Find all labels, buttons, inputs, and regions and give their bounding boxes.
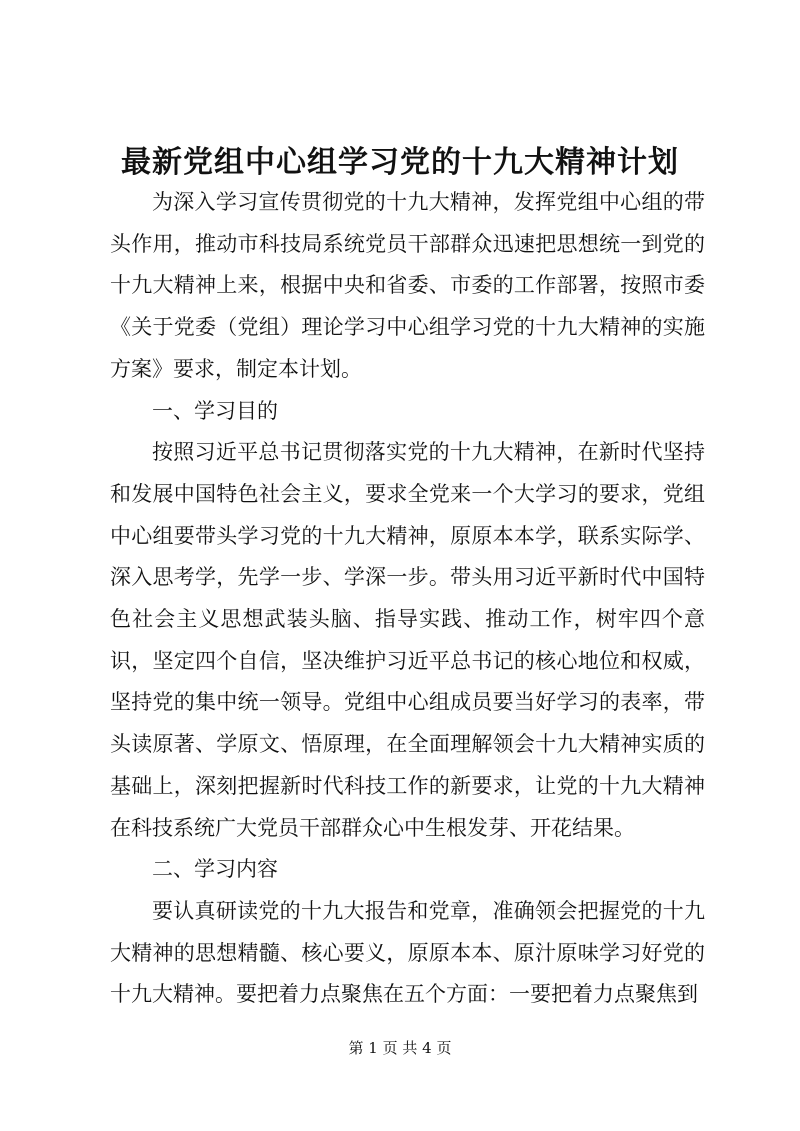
content-paragraph: 要认真研读党的十九大报告和党章，准确领会把握党的十九大精神的思想精髓、核心要义，原原本本、原汁原味学习好党的十九大精神。要把着力点聚焦在五个方面：一要把着力点聚焦到 bbox=[110, 898, 705, 1007]
page-footer: 第 1 页 共 4 页 bbox=[348, 1039, 452, 1057]
section-heading-purpose: 一、学习目的 bbox=[152, 398, 278, 423]
section-heading-content: 二、学习内容 bbox=[152, 857, 278, 882]
document-title: 最新党组中心组学习党的十九大精神计划 bbox=[121, 145, 679, 180]
intro-paragraph: 为深入学习宣传贯彻党的十九大精神，发挥党组中心组的带头作用，推动市科技局系统党员干部群众迅速把思想统一到党的十九大精神上来，根据中央和省委、市委的工作部署，按照市委《关于党委（党组）理论学习中心组学习党的十九大精神的实施方案》要求，制定本计划。 bbox=[110, 190, 705, 381]
purpose-paragraph: 按照习近平总书记贯彻落实党的十九大精神，在新时代坚持和发展中国特色社会主义，要求全党来一个大学习的要求，党组中心组要带头学习党的十九大精神，原原本本学，联系实际学、深入思考学，先学一步、学深一步。带头用习近平新时代中国特色社会主义思想武装头脑、指导实践、推动工作，树牢四个意识，坚定四个自信，坚决维护习近平总书记的核心地位和权威，坚持党的集中统一领导。党组中心组成员要当好学习的表率，带头读原著、学原文、悟原理，在全面理解领会十九大精神实质的基础上，深刻把握新时代科技工作的新要求，让党的十九大精神在科技系统广大党员干部群众心中生根发芽、开花结果。 bbox=[110, 440, 705, 840]
document-body bbox=[110, 182, 705, 1016]
